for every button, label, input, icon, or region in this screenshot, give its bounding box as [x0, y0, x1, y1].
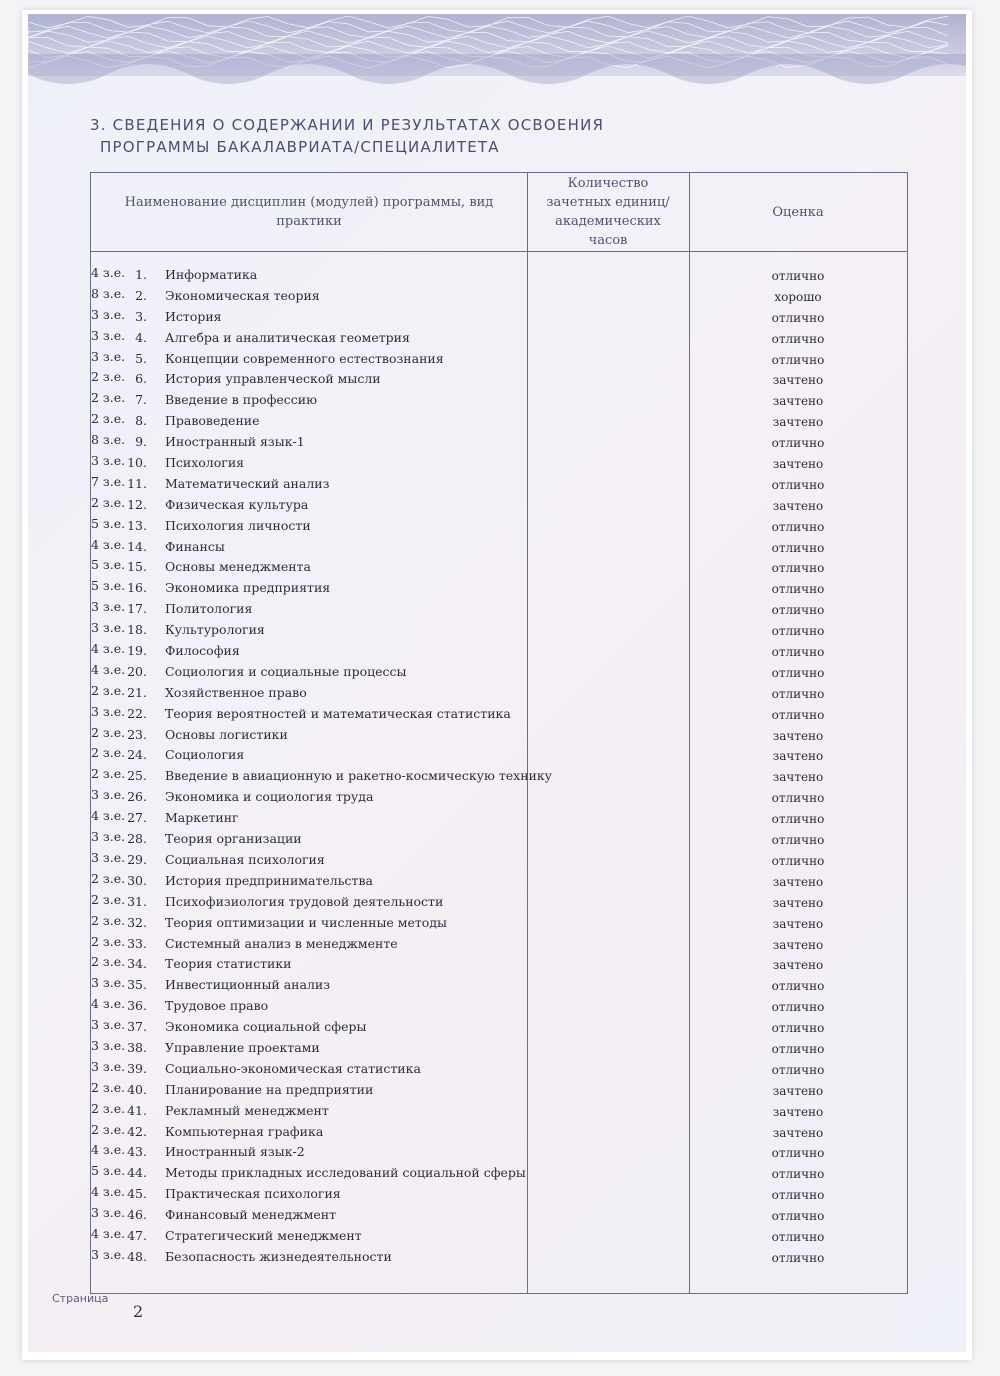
credit-units: 5 з.е.: [91, 557, 126, 573]
discipline-name: Финансы: [165, 538, 225, 554]
discipline-name: Социология: [165, 747, 245, 763]
credit-units: 8 з.е.: [91, 432, 126, 448]
table-row: [91, 349, 907, 370]
credit-units: 4 з.е.: [91, 1184, 126, 1200]
discipline-name: Социальная психология: [165, 851, 325, 867]
table-row: [91, 1101, 907, 1122]
row-number: 1.: [135, 267, 147, 282]
discipline-name: История: [165, 308, 222, 324]
row-number: 38.: [127, 1039, 147, 1055]
row-number: 19.: [127, 643, 147, 659]
table-row: [91, 641, 907, 662]
table-row: [91, 390, 907, 411]
row-number: 43.: [127, 1144, 147, 1160]
discipline-name: Основы логистики: [165, 726, 288, 742]
credit-units: 3 з.е.: [91, 1017, 126, 1033]
row-number: 40.: [127, 1081, 147, 1097]
credit-units: 2 з.е.: [91, 870, 126, 886]
grade: зачтено: [772, 874, 824, 889]
table-row: [91, 683, 907, 704]
discipline-name: Психофизиология трудовой деятельности: [165, 893, 444, 909]
discipline-name: Концепции современного естествознания: [165, 350, 444, 366]
table-row: [91, 599, 907, 620]
credit-units: 2 з.е.: [91, 1121, 126, 1137]
credit-units: 2 з.е.: [91, 766, 126, 782]
discipline-name: Психология: [165, 455, 245, 471]
grade: отлично: [771, 477, 825, 492]
row-number: 29.: [127, 851, 147, 867]
table-row: [91, 850, 907, 871]
credit-units: 2 з.е.: [91, 682, 126, 698]
table-row: [91, 1184, 907, 1205]
table-row: [91, 328, 907, 349]
disciplines-table: [90, 172, 908, 1294]
row-number: 45.: [127, 1186, 147, 1202]
grade: зачтено: [772, 1104, 824, 1119]
table-row: [91, 286, 907, 307]
row-number: 10.: [127, 455, 147, 471]
discipline-name: Философия: [165, 643, 240, 659]
credit-units: 3 з.е.: [91, 327, 126, 343]
grade: отлично: [771, 561, 825, 576]
credit-units: 3 з.е.: [91, 599, 126, 615]
credit-units: 4 з.е.: [91, 265, 126, 280]
header-discipline-name: Наименование дисциплин (модулей) программы, вид практики: [124, 195, 494, 229]
credit-units: 2 з.е.: [91, 933, 126, 949]
row-number: 48.: [127, 1248, 147, 1264]
row-number: 2.: [135, 287, 147, 303]
grade: зачтено: [772, 1125, 824, 1140]
table-row: [91, 892, 907, 913]
row-number: 26.: [127, 789, 147, 805]
grade: отлично: [771, 1062, 825, 1077]
grade: отлично: [771, 707, 825, 722]
grade: отлично: [771, 686, 825, 701]
row-number: 25.: [127, 768, 147, 784]
credit-units: 2 з.е.: [91, 1100, 126, 1116]
credit-units: 3 з.е.: [91, 453, 126, 469]
row-number: 47.: [127, 1227, 147, 1243]
discipline-name: Математический анализ: [165, 475, 330, 491]
row-number: 11.: [127, 475, 147, 491]
table-row: [91, 662, 907, 683]
grade: отлично: [771, 519, 825, 534]
discipline-name: Системный анализ в менеджменте: [165, 935, 398, 951]
table-row: [91, 1059, 907, 1080]
row-number: 21.: [127, 684, 147, 700]
grade: отлично: [771, 1041, 825, 1056]
table-body: [91, 265, 907, 1268]
table-row: [91, 1122, 907, 1143]
credit-units: 3 з.е.: [91, 1037, 126, 1053]
grade: отлично: [771, 645, 825, 660]
discipline-name: Трудовое право: [165, 998, 269, 1014]
table-row: [91, 369, 907, 390]
discipline-name: Инвестиционный анализ: [165, 977, 331, 993]
grade: зачтено: [772, 937, 824, 952]
table-row: [91, 453, 907, 474]
credit-units: 5 з.е.: [91, 515, 126, 531]
row-number: 34.: [127, 956, 147, 972]
table-row: [91, 537, 907, 558]
table-row: [91, 725, 907, 746]
credit-units: 4 з.е.: [91, 641, 126, 657]
credit-units: 3 з.е.: [91, 849, 126, 865]
grade: зачтено: [772, 373, 824, 388]
header-grade: Оценка: [772, 204, 824, 220]
table-row: [91, 1142, 907, 1163]
discipline-name: Правоведение: [165, 413, 260, 429]
discipline-name: Информатика: [165, 267, 258, 282]
grade: зачтено: [772, 958, 824, 973]
row-number: 30.: [127, 872, 147, 888]
table-row: [91, 829, 907, 850]
table-row: [91, 307, 907, 328]
discipline-name: Экономика предприятия: [165, 580, 331, 596]
row-number: 14.: [127, 538, 147, 554]
table-row: [91, 495, 907, 516]
discipline-name: Культурология: [165, 622, 265, 638]
discipline-name: Методы прикладных исследований социальной сферы: [165, 1165, 526, 1181]
row-number: 44.: [127, 1165, 147, 1181]
table-row: [91, 1247, 907, 1268]
section-title-line-1: 3. СВЕДЕНИЯ О СОДЕРЖАНИИ И РЕЗУЛЬТАТАХ ОСВОЕНИЯ: [90, 116, 605, 134]
table-row: [91, 516, 907, 537]
page-label: Страница: [52, 1292, 109, 1305]
credit-units: 4 з.е.: [91, 996, 126, 1012]
row-number: 31.: [127, 893, 147, 909]
header-credits: Количество зачетных единиц/ академических часов: [546, 176, 670, 248]
grade: зачтено: [772, 728, 824, 743]
grade: зачтено: [772, 457, 824, 472]
row-number: 12.: [127, 496, 147, 512]
credit-units: 2 з.е.: [91, 1079, 126, 1095]
credit-units: 2 з.е.: [91, 891, 126, 907]
discipline-name: Основы менеджмента: [165, 559, 311, 575]
section-title: [90, 114, 604, 158]
grade: отлично: [771, 1000, 825, 1015]
grade: отлично: [771, 269, 825, 283]
table-row: [91, 704, 907, 725]
table-row: [91, 474, 907, 495]
row-number: 35.: [127, 977, 147, 993]
table-row: [91, 975, 907, 996]
header-divider: [91, 251, 907, 252]
credit-units: 2 з.е.: [91, 912, 126, 928]
discipline-name: Социология и социальные процессы: [165, 663, 407, 679]
credit-units: 2 з.е.: [91, 494, 126, 510]
grade: зачтено: [772, 895, 824, 910]
discipline-name: Экономика и социология труда: [165, 789, 374, 805]
table-row: [91, 432, 907, 453]
row-number: 23.: [127, 726, 147, 742]
grade: отлично: [771, 624, 825, 639]
table-row: [91, 557, 907, 578]
row-number: 4.: [135, 329, 147, 345]
row-number: 7.: [135, 392, 147, 408]
table-row: [91, 996, 907, 1017]
discipline-name: Финансовый менеджмент: [165, 1207, 337, 1223]
discipline-name: Экономика социальной сферы: [165, 1019, 367, 1035]
grade: отлично: [771, 1167, 825, 1182]
discipline-name: История предпринимательства: [165, 872, 373, 888]
credit-units: 3 з.е.: [91, 1205, 126, 1221]
credit-units: 2 з.е.: [91, 369, 126, 385]
table-row: [91, 578, 907, 599]
grade: зачтено: [772, 916, 824, 931]
diploma-page: [28, 14, 966, 1352]
credit-units: 2 з.е.: [91, 390, 126, 406]
row-number: 37.: [127, 1019, 147, 1035]
grade: отлично: [771, 310, 825, 325]
credit-units: 3 з.е.: [91, 703, 126, 719]
credit-units: 3 з.е.: [91, 1246, 126, 1262]
table-row: [91, 808, 907, 829]
credit-units: 3 з.е.: [91, 1058, 126, 1074]
table-row: [91, 1080, 907, 1101]
credit-units: 2 з.е.: [91, 745, 126, 761]
table-row: [91, 934, 907, 955]
discipline-name: Экономическая теория: [165, 287, 320, 303]
table-row: [91, 1205, 907, 1226]
credit-units: 5 з.е.: [91, 578, 126, 594]
row-number: 13.: [127, 517, 147, 533]
row-number: 15.: [127, 559, 147, 575]
discipline-name: Управление проектами: [165, 1039, 320, 1055]
grade: отлично: [771, 1250, 825, 1265]
grade: отлично: [771, 833, 825, 848]
table-row: [91, 1163, 907, 1184]
grade: отлично: [771, 540, 825, 555]
grade: отлично: [771, 791, 825, 806]
grade: зачтено: [772, 749, 824, 764]
row-number: 28.: [127, 831, 147, 847]
grade: зачтено: [772, 415, 824, 430]
grade: отлично: [771, 1229, 825, 1244]
row-number: 18.: [127, 622, 147, 638]
grade: отлично: [771, 853, 825, 868]
discipline-name: История управленческой мысли: [165, 371, 381, 387]
discipline-name: Теория организации: [165, 831, 302, 847]
credit-units: 5 з.е.: [91, 1163, 126, 1179]
row-number: 42.: [127, 1123, 147, 1139]
guilloche-ornament: [28, 14, 966, 94]
discipline-name: Введение в профессию: [165, 392, 318, 408]
discipline-name: Политология: [165, 601, 253, 617]
row-number: 3.: [135, 308, 147, 324]
credit-units: 7 з.е.: [91, 473, 126, 489]
credit-units: 3 з.е.: [91, 348, 126, 364]
row-number: 17.: [127, 601, 147, 617]
row-number: 22.: [127, 705, 147, 721]
credit-units: 4 з.е.: [91, 661, 126, 677]
grade: отлично: [771, 1209, 825, 1224]
credit-units: 3 з.е.: [91, 306, 126, 322]
credit-units: 2 з.е.: [91, 411, 126, 427]
discipline-name: Безопасность жизнедеятельности: [165, 1248, 392, 1264]
row-number: 39.: [127, 1060, 147, 1076]
row-number: 9.: [135, 434, 147, 450]
grade: зачтено: [772, 498, 824, 513]
table-row: [91, 787, 907, 808]
credit-units: 3 з.е.: [91, 829, 126, 845]
row-number: 36.: [127, 998, 147, 1014]
discipline-name: Планирование на предприятии: [165, 1081, 374, 1097]
credit-units: 3 з.е.: [91, 787, 126, 803]
discipline-name: Иностранный язык-2: [165, 1144, 305, 1160]
grade: отлично: [771, 352, 825, 367]
table-row: [91, 265, 907, 286]
grade: отлично: [771, 979, 825, 994]
grade: зачтено: [772, 770, 824, 785]
discipline-name: Введение в авиационную и ракетно-космическую технику: [165, 768, 553, 784]
credit-units: 3 з.е.: [91, 620, 126, 636]
discipline-name: Теория оптимизации и численные методы: [165, 914, 447, 930]
table-row: [91, 766, 907, 787]
row-number: 20.: [127, 663, 147, 679]
table-row: [91, 1017, 907, 1038]
credit-units: 4 з.е.: [91, 1225, 126, 1241]
discipline-name: Маркетинг: [165, 810, 239, 826]
row-number: 8.: [135, 413, 147, 429]
row-number: 41.: [127, 1102, 147, 1118]
table-row: [91, 620, 907, 641]
grade: отлично: [771, 603, 825, 618]
grade: отлично: [771, 1021, 825, 1036]
grade: зачтено: [772, 394, 824, 409]
discipline-name: Рекламный менеджмент: [165, 1102, 329, 1118]
grade: отлично: [771, 582, 825, 597]
credit-units: 3 з.е.: [91, 975, 126, 991]
discipline-name: Практическая психология: [165, 1186, 341, 1202]
row-number: 46.: [127, 1207, 147, 1223]
credit-units: 8 з.е.: [91, 285, 126, 301]
discipline-name: Теория статистики: [165, 956, 292, 972]
credit-units: 2 з.е.: [91, 954, 126, 970]
table-row: [91, 871, 907, 892]
grade: отлично: [771, 1146, 825, 1161]
table-row: [91, 745, 907, 766]
discipline-name: Иностранный язык-1: [165, 434, 305, 450]
table-row: [91, 1038, 907, 1059]
row-number: 16.: [127, 580, 147, 596]
grade: отлично: [771, 665, 825, 680]
discipline-name: Социально-экономическая статистика: [165, 1060, 421, 1076]
discipline-name: Физическая культура: [165, 496, 309, 512]
grade: отлично: [771, 331, 825, 346]
page-number: 2: [133, 1302, 144, 1321]
credit-units: 4 з.е.: [91, 808, 126, 824]
table-row: [91, 913, 907, 934]
row-number: 6.: [135, 371, 147, 387]
grade: хорошо: [774, 289, 822, 304]
discipline-name: Теория вероятностей и математическая статистика: [165, 705, 511, 721]
discipline-name: Стратегический менеджмент: [165, 1227, 362, 1243]
credit-units: 4 з.е.: [91, 1142, 126, 1158]
table-row: [91, 954, 907, 975]
row-number: 5.: [135, 350, 147, 366]
discipline-name: Алгебра и аналитическая геометрия: [165, 329, 410, 345]
grade: отлично: [771, 1188, 825, 1203]
grade: отлично: [771, 812, 825, 827]
row-number: 32.: [127, 914, 147, 930]
row-number: 27.: [127, 810, 147, 826]
row-number: 33.: [127, 935, 147, 951]
grade: зачтено: [772, 1083, 824, 1098]
discipline-name: Компьютерная графика: [165, 1123, 324, 1139]
discipline-name: Психология личности: [165, 517, 311, 533]
table-row: [91, 411, 907, 432]
table-row: [91, 1226, 907, 1247]
grade: отлично: [771, 436, 825, 451]
discipline-name: Хозяйственное право: [165, 684, 307, 700]
credit-units: 2 з.е.: [91, 724, 126, 740]
row-number: 24.: [127, 747, 147, 763]
section-title-line-2: ПРОГРАММЫ БАКАЛАВРИАТА/СПЕЦИАЛИТЕТА: [100, 138, 500, 156]
credit-units: 4 з.е.: [91, 536, 126, 552]
